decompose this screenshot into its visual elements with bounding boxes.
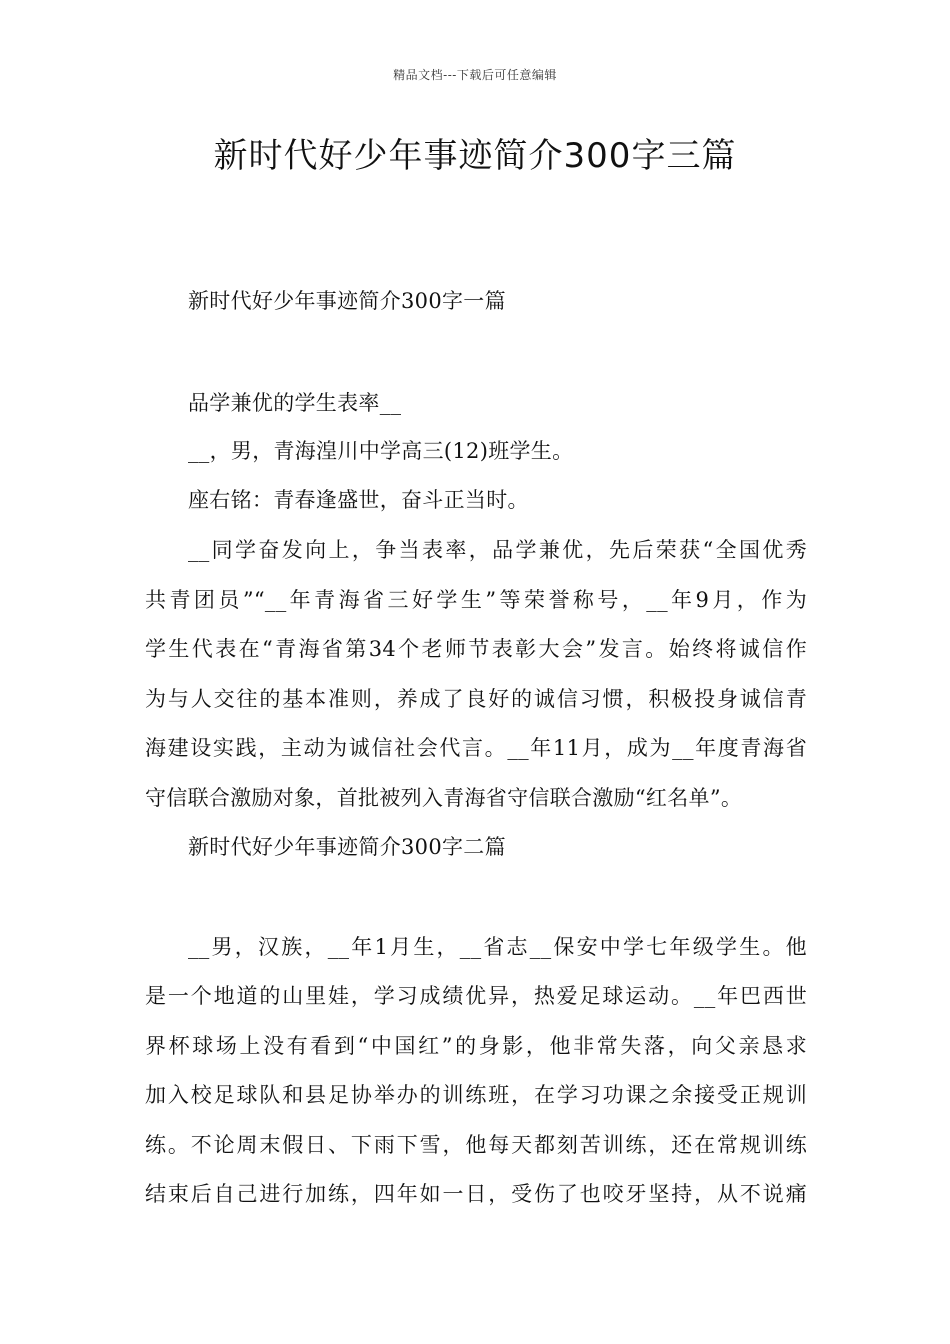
section-2-paragraph-line: 练。不论周末假日、下雨下雪，他每天都刻苦训练，还在常规训练 [145, 1133, 807, 1157]
section-2-paragraph-line: 界杯球场上没有看到“中国红”的身影，他非常失落，向父亲恳求 [145, 1034, 807, 1058]
section-1-paragraph-line: __同学奋发向上，争当表率，品学兼优，先后荣获“全国优秀 [188, 538, 807, 562]
section-1-paragraph-line: 共青团员”“__年青海省三好学生”等荣誉称号，__年9月，作为 [145, 588, 807, 612]
section-2-paragraph-line: 结束后自己进行加练，四年如一日，受伤了也咬牙坚持，从不说痛 [145, 1182, 807, 1206]
section-1-paragraph-line: 学生代表在“青海省第34个老师节表彰大会”发言。始终将诚信作 [145, 637, 807, 661]
header-note: 精品文档---下载后可任意编辑 [393, 68, 557, 82]
section-1-paragraph-line: 为与人交往的基本准则，养成了良好的诚信习惯，积极投身诚信青 [145, 687, 807, 711]
section-2-paragraph-line: __男，汉族，__年1月生，__省志__保安中学七年级学生。他 [188, 935, 807, 959]
section-1-intro: __，男，青海湟川中学高三(12)班学生。 [188, 439, 574, 463]
section-1-heading: 新时代好少年事迹简介300字一篇 [188, 289, 506, 313]
document-title: 新时代好少年事迹简介300字三篇 [213, 136, 737, 176]
section-2-heading: 新时代好少年事迹简介300字二篇 [188, 835, 506, 859]
section-1-motto: 座右铭：青春逢盛世，奋斗正当时。 [188, 488, 529, 512]
section-1-paragraph-line: 海建设实践，主动为诚信社会代言。__年11月，成为__年度青海省 [145, 736, 807, 760]
section-2-paragraph-line: 加入校足球队和县足协举办的训练班，在学习功课之余接受正规训 [145, 1083, 807, 1107]
section-1-paragraph-line: 守信联合激励对象，首批被列入青海省守信联合激励“红名单”。 [145, 786, 743, 810]
section-2-paragraph-line: 是一个地道的山里娃，学习成绩优异，热爱足球运动。__年巴西世 [145, 984, 807, 1008]
section-1-subtitle: 品学兼优的学生表率__ [188, 391, 402, 415]
